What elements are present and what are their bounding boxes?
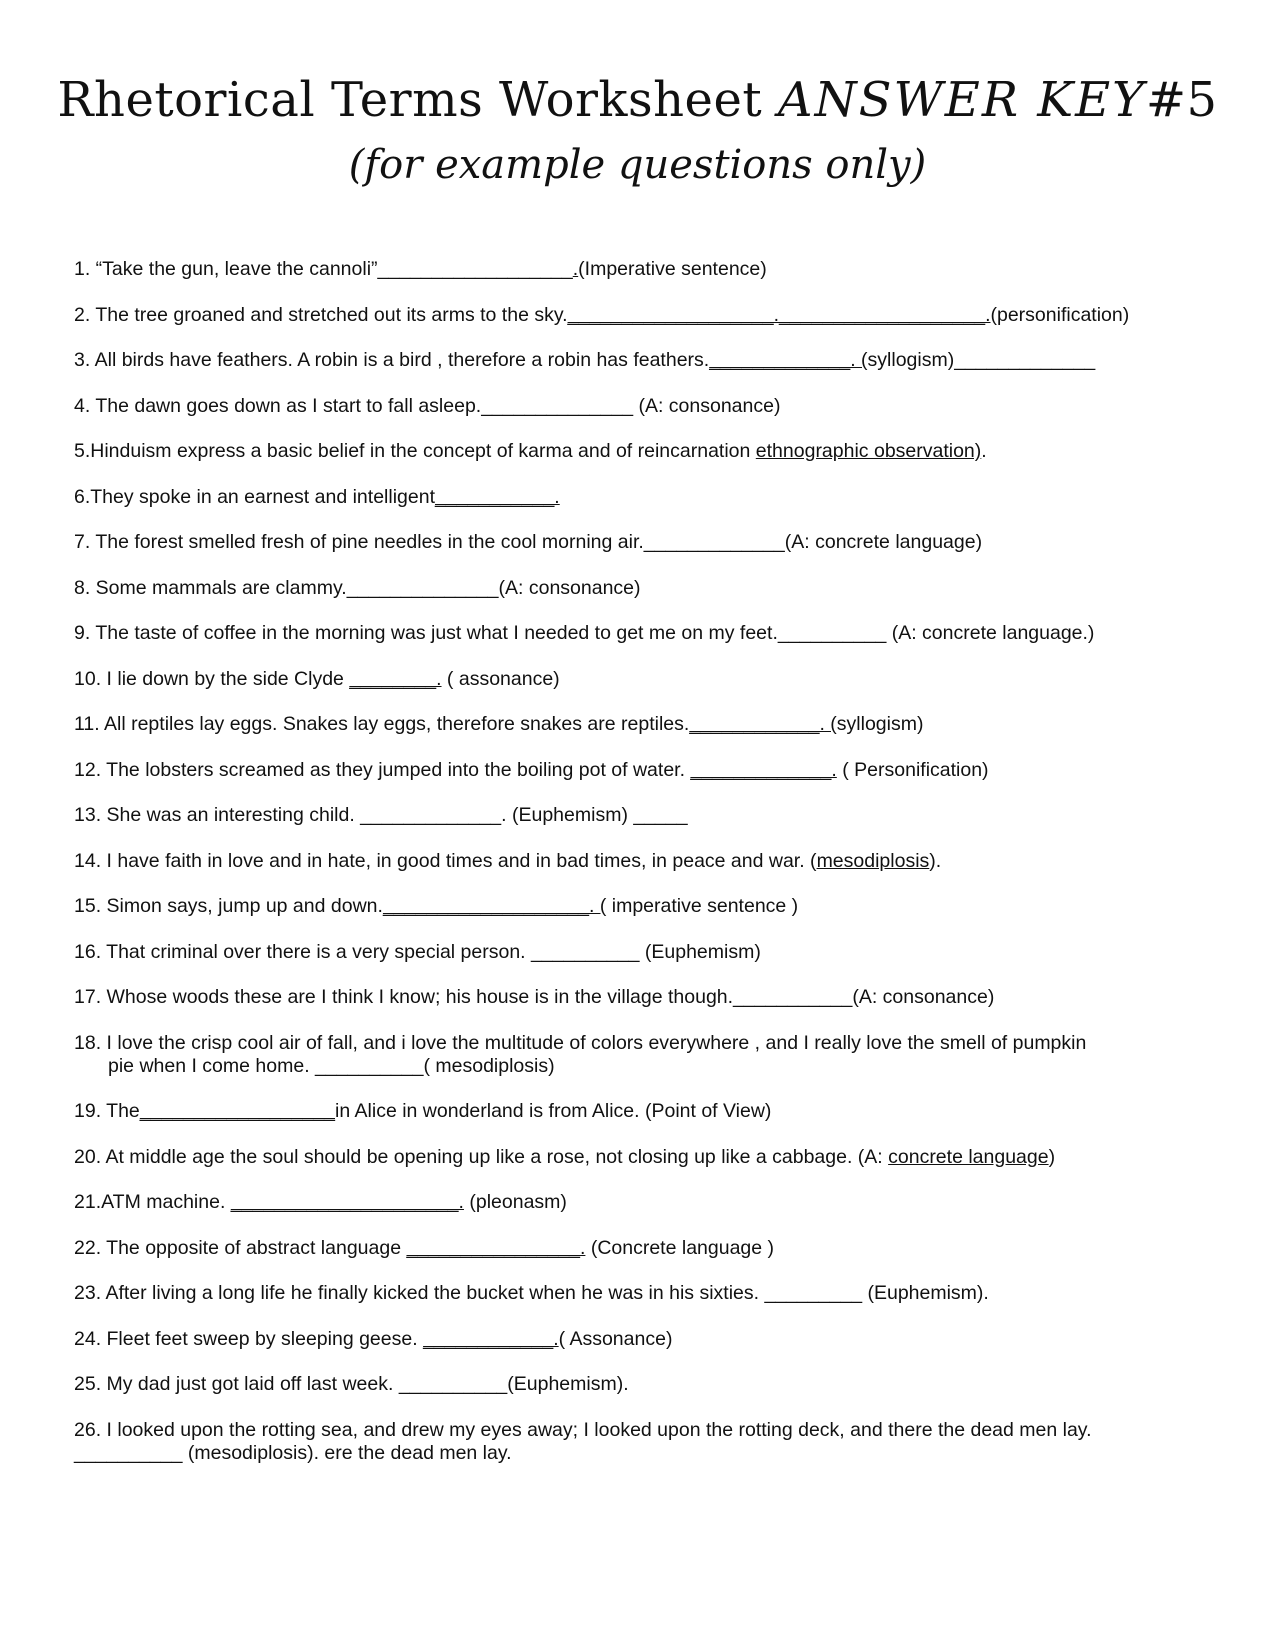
question-line (74, 895, 1204, 918)
question-line (74, 1419, 1204, 1442)
question-text: 2. The tree groaned and stretched out its arms to the sky. (74, 304, 568, 326)
question-item (74, 1282, 1204, 1305)
answer-label: ). (929, 850, 942, 872)
answer-label: syllogism) (867, 349, 955, 371)
question-item (74, 895, 1204, 918)
underlined-answer: _____________. ( (709, 349, 868, 371)
page-subtitle: (for example questions only) (348, 142, 927, 188)
answer-label: (personification) (990, 304, 1130, 326)
question-line (74, 1146, 1204, 1169)
question-text: 1. “Take the gun, leave the cannoli” (74, 258, 378, 280)
question-item (74, 850, 1204, 873)
underlined-answer: ____________. (423, 1328, 559, 1350)
answer-label: imperative sentence ) (606, 895, 799, 917)
question-line (74, 577, 1204, 600)
underlined-answer: ___________________. ( (382, 895, 607, 917)
question-line (74, 668, 1204, 691)
answer-label: ( Assonance) (558, 1328, 673, 1350)
question-line (74, 1373, 1204, 1396)
question-continuation: pie when I come home. __________( mesodiplosis) (108, 1055, 555, 1077)
underlined-answer: mesodiplosis (816, 850, 930, 872)
underlined-answer: ethnographic observation) (755, 440, 982, 462)
answer-label: (Concrete language ) (585, 1237, 775, 1259)
question-text: 24. Fleet feet sweep by sleeping geese. (74, 1328, 424, 1350)
underlined-answer: __________________ (139, 1100, 335, 1122)
question-line (74, 986, 1204, 1009)
question-line (74, 349, 1204, 372)
question-text: 18. I love the crisp cool air of fall, and i love the multitude of colors everywhere , and I really love the smell of pumpkin (74, 1032, 1087, 1054)
answer-label: ) (1048, 1146, 1056, 1168)
question-item (74, 1032, 1204, 1078)
question-item (74, 804, 1204, 827)
title-main: Rhetorical Terms Worksheet (57, 72, 763, 128)
answer-label: ( assonance) (441, 668, 560, 690)
question-item (74, 941, 1204, 964)
question-line (74, 1328, 1204, 1351)
answer-label: in Alice in wonderland is from Alice. (Point of View) (335, 1100, 772, 1122)
trailing-blank: _____________ (954, 349, 1096, 371)
underlined-answer: ___________________.___________________. (567, 304, 991, 326)
underlined-answer: _____________________. (230, 1191, 464, 1213)
question-text: 9. The taste of coffee in the morning was just what I needed to get me on my feet.__________ (A: concrete language.) (74, 622, 1095, 644)
question-item (74, 668, 1204, 691)
question-line (74, 395, 1204, 418)
answer-label: syllogism) (836, 713, 924, 735)
question-line (74, 531, 1204, 554)
question-text: 11. All reptiles lay eggs. Snakes lay eggs, therefore snakes are reptiles. (74, 713, 690, 735)
question-text: 7. The forest smelled fresh of pine needles in the cool morning air._____________(A: concrete language) (74, 531, 983, 553)
question-line (74, 1282, 1204, 1305)
answer-label: (Imperative sentence) (578, 258, 767, 280)
question-text: 26. I looked upon the rotting sea, and drew my eyes away; I looked upon the rotting deck, and there the dead men lay. (74, 1419, 1092, 1441)
underlined-answer: ________. (349, 668, 442, 690)
question-item (74, 986, 1204, 1009)
question-item (74, 1146, 1204, 1169)
question-line (74, 440, 1204, 463)
question-line (74, 622, 1204, 645)
question-text: 4. The dawn goes down as I start to fall asleep.______________ (A: consonance) (74, 395, 781, 417)
question-text: 15. Simon says, jump up and down. (74, 895, 383, 917)
question-item (74, 440, 1204, 463)
question-text: 12. The lobsters screamed as they jumped into the boiling pot of water. (74, 759, 691, 781)
question-line (74, 304, 1204, 327)
question-line (74, 850, 1204, 873)
question-text: 5.Hinduism express a basic belief in the concept of karma and of reincarnation (74, 440, 756, 462)
underlined-answer: concrete language (888, 1146, 1049, 1168)
question-line (74, 1032, 1204, 1055)
question-item (74, 349, 1204, 372)
underlined-answer: ____________. ( (689, 713, 837, 735)
question-line (74, 486, 1204, 509)
question-line (74, 941, 1204, 964)
question-text: 6.They spoke in an earnest and intelligent (74, 486, 435, 508)
question-text: 17. Whose woods these are I think I know; his house is in the village though.___________(A: consonance) (74, 986, 995, 1008)
question-text: 13. She was an interesting child. _____________. (Euphemism) (74, 804, 628, 826)
answer-label: (pleonasm) (463, 1191, 567, 1213)
question-item (74, 304, 1204, 327)
title-answer-key: ANSWER KEY (777, 72, 1146, 128)
question-line (74, 804, 1204, 827)
question-text: 3. All birds have feathers. A robin is a bird , therefore a robin has feathers. (74, 349, 710, 371)
question-item (74, 713, 1204, 736)
question-text: 16. That criminal over there is a very special person. __________ (Euphemism) (74, 941, 761, 963)
question-item (74, 622, 1204, 645)
question-line (74, 258, 1204, 281)
underlined-answer: _____________. (690, 759, 837, 781)
underlined-answer: ________________. (406, 1237, 586, 1259)
answer-label: ( Personification) (836, 759, 989, 781)
question-line (74, 713, 1204, 736)
question-text: 21.ATM machine. (74, 1191, 231, 1213)
question-line (74, 1100, 1204, 1123)
question-item (74, 1237, 1204, 1260)
question-line (74, 1191, 1204, 1214)
worksheet-header (0, 72, 1275, 188)
question-text: 25. My dad just got laid off last week. __________(Euphemism). (74, 1373, 629, 1395)
question-text: 14. I have faith in love and in hate, in good times and in bad times, in peace and war. ( (74, 850, 817, 872)
question-text: 20. At middle age the soul should be opening up like a rose, not closing up like a cabbage. (A: (74, 1146, 889, 1168)
title-number: #5 (1145, 72, 1218, 128)
answer-blank: __________________ (377, 258, 573, 280)
question-item (74, 1100, 1204, 1123)
underlined-answer: ___________. (435, 486, 560, 508)
question-item (74, 1191, 1204, 1214)
question-item (74, 1373, 1204, 1396)
answer-label: . (981, 440, 987, 462)
question-line (74, 759, 1204, 782)
page-title (0, 72, 1275, 128)
question-item (74, 577, 1204, 600)
question-text: 8. Some mammals are clammy.______________(A: consonance) (74, 577, 641, 599)
question-line (74, 1237, 1204, 1260)
question-item (74, 759, 1204, 782)
question-item (74, 258, 1204, 281)
question-text: 23. After living a long life he finally kicked the bucket when he was in his sixties. _________ (Euphemism). (74, 1282, 989, 1304)
question-text: 22. The opposite of abstract language (74, 1237, 407, 1259)
question-item (74, 531, 1204, 554)
question-text: 19. The (74, 1100, 140, 1122)
question-text: 10. I lie down by the side Clyde (74, 668, 350, 690)
question-continuation: __________ (mesodiplosis). ere the dead men lay. (74, 1442, 512, 1464)
question-item (74, 486, 1204, 509)
question-item (74, 1419, 1204, 1465)
question-item (74, 395, 1204, 418)
underlined-answer: . (572, 258, 579, 280)
trailing-blank: _____ (627, 804, 688, 826)
question-item (74, 1328, 1204, 1351)
